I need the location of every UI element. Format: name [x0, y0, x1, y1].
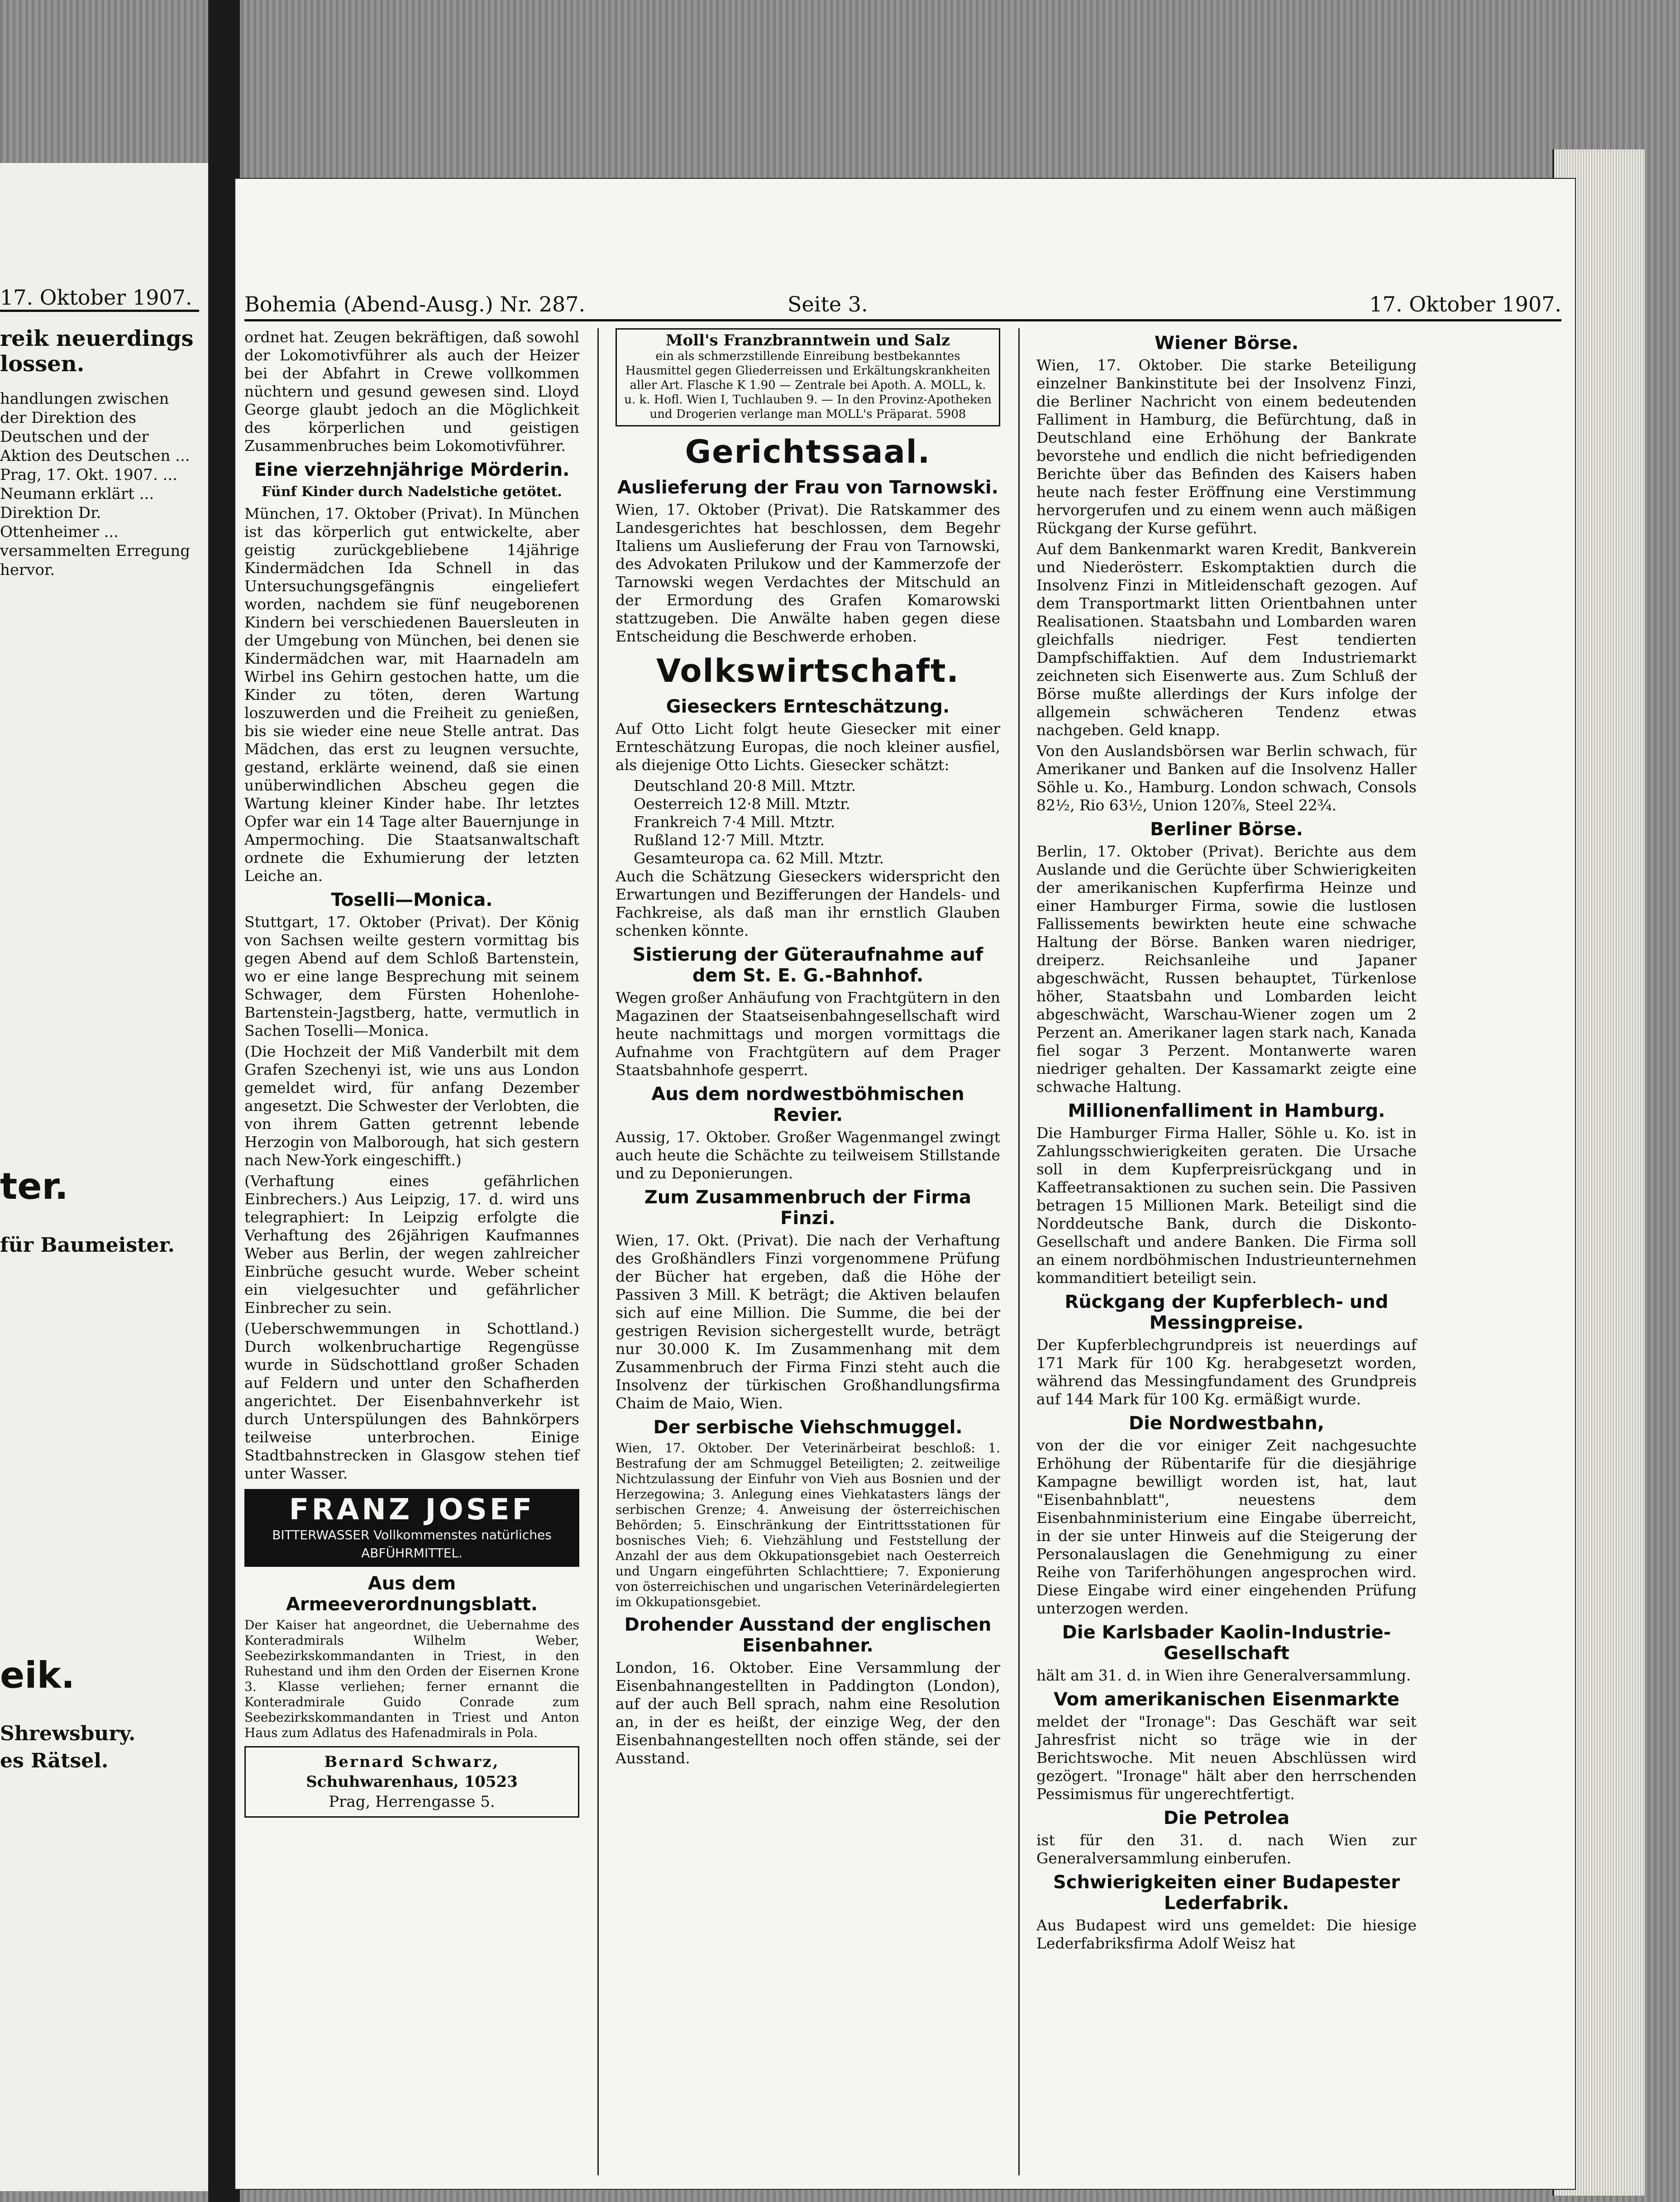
article-headline: Aus dem nordwestböhmischen Revier. [651, 1084, 964, 1125]
franz-josef-tagline: BITTERWASSER Vollkommenstes natürliches ABFÜHRMITTEL. [272, 1527, 552, 1561]
left-page-big-word-1: ter. [0, 1165, 68, 1207]
article-headline: Drohender Ausstand der englischen Eisenbahner. [624, 1614, 992, 1656]
article-headline: Schwierigkeiten einer Budapester Lederfabrik. [1053, 1872, 1400, 1914]
article-text: Stuttgart, 17. Oktober (Privat). Der König von Sachsen weilte gestern vormittag bis gegen Abend auf dem Schloß Bartenstein, wo er eine lange Besprechung mit seinem Schwager, dem Fürsten Hohenlohe-Bartenstein-Jagstberg, hatte, vermutlich in Sachen Toselli—Monica. [244, 913, 579, 1039]
article-text: Auch die Schätzung Gieseckers widerspricht den Erwartungen und Bezifferungen der Handels- und Fachkreise, als daß man ihr ernstlich Glauben schenken könnte. [616, 867, 1000, 939]
article-headline: Eine vierzehnjährige Mörderin. [254, 460, 570, 480]
article-headline: Auslieferung der Frau von Tarnowski. [617, 477, 998, 498]
article-headline: Rückgang der Kupferblech- und Messingpreise. [1064, 1292, 1389, 1333]
section-heading-economy: Volkswirtschaft. [656, 652, 960, 689]
article-text: München, 17. Oktober (Privat). In München ist das körperlich gut entwickelte, aber geistig zurückgebliebene 14jährige Kindermädchen Ida Schnell in das Untersuchungsgefängnis eingeliefert worden, nachdem sie fünf neugeborenen Kindern bei verschiedenen Bauersleuten in der Umgebung von München, bei denen sie Kindermädchen war, mit Haarnadeln am Wirbel ins Gehirn gestochen hatte, um die Kinder zu töten, deren Wartung loszuwerden und die Freiheit zu genießen, bis sie wieder eine neue Stelle antrat. Das Mädchen, das erst zu leugnen versuchte, gestand, erklärte weinend, daß sie einen unüberwindlichen Abscheu gegen die Wartung kleiner Kinder habe. Ihr letztes Opfer war ein 14 Tage alter Bauernjunge in Ampermoching. Die Staatsanwaltschaft ordnete die Exhumierung der letzten Leiche an. [244, 505, 579, 885]
crop-estimate-list [616, 777, 1000, 867]
left-page-big-word-2: eik. [0, 1654, 75, 1696]
section-heading-court: Gerichtssaal. [685, 433, 931, 470]
article-headline: Der serbische Viehschmuggel. [653, 1417, 963, 1438]
article-text: Wegen großer Anhäufung von Frachtgütern in den Magazinen der Staatseisenbahngesellschaft wird heute nachmittags und morgen vormittags die Aufnahme von Frachtgütern auf dem Prager Staatsbahnhofe gesperrt. [616, 989, 1000, 1079]
article-text: Aus Budapest wird uns gemeldet: Die hiesige Lederfabriksfirma Adolf Weisz hat [1036, 1916, 1417, 1952]
article-headline: Die Karlsbader Kaolin-Industrie-Gesellschaft [1062, 1622, 1391, 1664]
article-text: Aussig, 17. Oktober. Großer Wagenmangel zwingt auch heute die Schächte zu teilweisem Stillstande und zu Deponierungen. [616, 1128, 1000, 1182]
crop-estimate-line: Frankreich 7·4 Mill. Mtztr. [634, 813, 835, 831]
article-text: London, 16. Oktober. Eine Versammlung der Eisenbahnangestellten in Paddington (London), auf der auch Bell sprach, nahm eine Resolution an, in der es heißt, der einzige Weg, der den Eisenbahnangestellten noch offen stände, sei der Ausstand. [616, 1659, 1000, 1767]
header-page-number: Seite 3. [788, 292, 868, 316]
moll-advertisement [616, 328, 1000, 426]
article-headline: Gieseckers Ernteschätzung. [666, 696, 950, 717]
article-text: (Ueberschwemmungen in Schottland.) Durch wolkenbruchartige Regengüsse wurde in Südschottland großer Schaden auf Feldern und unter den Schafherden angerichtet. Der Eisenbahnverkehr ist durch Unterspülungen des Bahnkörpers teilweise unterbrochen. Einige Stadtbahnstrecken in Glasgow stehen tief unter Wasser. [244, 1320, 579, 1482]
schwarz-address: Prag, Herrengasse 5. [329, 1793, 495, 1811]
article-headline: Toselli—Monica. [331, 890, 493, 910]
header-publication: Bohemia (Abend-Ausg.) Nr. 287. [244, 292, 586, 316]
franz-josef-advertisement [244, 1489, 579, 1567]
article-headline: Zum Zusammenbruch der Firma Finzi. [644, 1187, 972, 1229]
crop-estimate-line: Gesamteuropa ca. 62 Mill. Mtztr. [634, 849, 884, 867]
schwarz-advertisement [244, 1746, 579, 1818]
franz-josef-brand: FRANZ JOSEF [289, 1493, 535, 1527]
column-1 [244, 328, 579, 1823]
left-page-sub-2: Shrewsbury. es Rätsel. [0, 1722, 136, 1772]
schwarz-name: Bernard Schwarz, [324, 1753, 500, 1771]
article-headline: Vom amerikanischen Eisenmarkte [1053, 1689, 1400, 1710]
page-header [244, 287, 1561, 321]
article-headline: Aus dem Armeeverordnungsblatt. [286, 1573, 538, 1615]
article-text: von der die vor einiger Zeit nachgesuchte Erhöhung der Rübentarife für die diesjährige Kampagne bewilligt worden ist, hat, laut "Eisenbahnblatt", neuestens dem Eisenbahnministerium eine Eingabe überreicht, in der sie unter Hinweis auf die Steigerung der Personalauslagen die Genehmigung zu einer Reihe von Tariferhöhungen angesprochen wird. Diese Eingabe wird einer eingehenden Prüfung unterzogen werden. [1036, 1436, 1417, 1617]
left-page-date: 17. Oktober 1907. [0, 285, 199, 312]
article-text: Auf Otto Licht folgt heute Giesecker mit einer Ernteschätzung Europas, die noch kleiner ausfiel, als diejenige Otto Lichts. Giesecker schätzt: [616, 720, 1000, 774]
crop-estimate-line: Oesterreich 12·8 Mill. Mtztr. [634, 795, 850, 813]
article-text: Auf dem Bankenmarkt waren Kredit, Bankverein und Niederösterr. Eskomptaktien durch die Insolvenz Finzi in Mitleidenschaft gezogen. Auf dem Transportmarkt litten Orientbahnen unter Realisationen. Staatsbahn und Lombarden waren gleichfalls niedriger. Fest tendierten Dampfschiffaktien. Auf dem Industriemarkt zeichneten sich Eisenwerte aus. Zum Schluß der Börse mußte allerdings der Kurs infolge der allgemein schwächeren Tendenz etwas nachgeben. Geld knapp. [1036, 540, 1417, 739]
left-page-text: handlungen zwischen der Direktion des Deutschen und der Aktion des Deutschen ... Prag, 17. Okt. 1907. ... Neumann erklärt ... Direktion Dr. Ottenheimer ... versammelten Erregung hervor. [0, 390, 191, 579]
left-page-fragment [0, 163, 213, 2191]
article-text: Wien, 17. Oktober. Der Veterinärbeirat beschloß: 1. Bestrafung der am Schmuggel Beteiligten; 2. zeitweilige Nichtzulassung der Einfuhr von Vieh aus Bosnien und der Herzegowina; 3. Anlegung eines Viehkatasters längs der serbischen Grenze; 4. Anweisung der österreichischen Behörden; 5. Einschränkung der Eintrittsstationen für bosnisches Vieh; 6. Viehzählung und Feststellung der Anzahl der aus dem Okkupationsgebiet nach Oesterreich und Ungarn eingeführten Schlachttiere; 7. Exponierung von österreichischen und ungarischen Veterinärdelegierten im Okkupationsgebiet. [616, 1441, 1000, 1609]
article-text: Die Hamburger Firma Haller, Söhle u. Ko. ist in Zahlungsschwierigkeiten geraten. Die Ursache soll in dem Kupferpreisrückgang und in Kaffeetransaktionen zu suchen sein. Die Passiven betragen 15 Millionen Mark. Beteiligt sind die Norddeutsche Bank, durch die Diskonto-Gesellschaft und andere Banken. Die Firma soll an einem nordböhmischen Industrieunternehmen kommanditiert beteiligt sein. [1036, 1124, 1417, 1287]
schwarz-business: Schuhwarenhaus, 10523 [306, 1773, 518, 1791]
column-3 [1036, 328, 1417, 1955]
section-heading-berlin-exchange: Berliner Börse. [1150, 819, 1303, 840]
crop-estimate-line: Deutschland 20·8 Mill. Mtztr. [634, 777, 856, 795]
article-text: Berlin, 17. Oktober (Privat). Berichte aus dem Auslande und die Gerüchte über Schwierigkeiten der amerikanischen Kupferfirma Heinze und einer Hamburger Firma, sowie die lustlosen Fallissements bewirkten heute eine schwache Haltung der Börse. Banken waren niedriger, dreiperz. Reichsanleihe und Japaner abgeschwächt, Russen behauptet, Türkenlose höher, Staatsbahn und Lombarden leicht abgeschwächt, Warschau-Wiener zogen um 2 Perzent an. Amerikaner lagen stark nach, Kanada fiel sogar 3 Perzent. Montanwerte waren niedriger gehalten. Der Kassamarkt zeigte eine schwache Haltung. [1036, 843, 1417, 1096]
article-text: Wien, 17. Oktober. Die starke Beteiligung einzelner Bankinstitute bei der Insolvenz Finzi, die Berliner Nachricht von einem bedeutenden Falliment in Hamburg, die Befürchtung, daß in Deutschland eine Erhöhung der Bankrate bevorstehe und endlich die nicht befriedigenden Berichte über das Befinden des Kaisers haben heute nach fester Eröffnung eine Verstimmung hervorgerufen und zu einem wenn auch mäßigen Rückgang der Kurse geführt. [1036, 356, 1417, 537]
article-text: Der Kupferblechgrundpreis ist neuerdings auf 171 Mark für 100 Kg. herabgesetzt worden, während das Messingfundament des Grundpreis auf 144 Mark für 100 Kg. ermäßigt wurde. [1036, 1336, 1417, 1408]
left-page-heading: reik neuerdings lossen. [0, 326, 194, 377]
article-text: (Verhaftung eines gefährlichen Einbrechers.) Aus Leipzig, 17. d. wird uns telegraphiert: In Leipzig erfolgte die Verhaftung des 26jährigen Kaufmannes Weber aus Berlin, der wegen zahlreicher Einbrüche gesucht wurde. Weber scheint ein vielgesuchter und gefährlicher Einbrecher zu sein. [244, 1172, 579, 1316]
crop-estimate-line: Rußland 12·7 Mill. Mtztr. [634, 831, 825, 849]
article-headline: Die Petrolea [1163, 1808, 1290, 1829]
article-text: Der Kaiser hat angeordnet, die Uebernahme des Konteradmirals Wilhelm Weber, Seebezirkskommandanten in Triest, in den Ruhestand und ihm den Orden der Eisernen Krone 3. Klasse verliehen; ferner ernannt die Konteradmirale Guido Conrade zum Seebezirkskommandanten in Triest und Anton Haus zum Adlatus des Hafenadmirals in Pola. [244, 1618, 579, 1740]
article-headline: Die Nordwestbahn, [1128, 1413, 1325, 1434]
header-date: 17. Oktober 1907. [1369, 292, 1561, 316]
article-text: ordnet hat. Zeugen bekräftigen, daß sowohl der Lokomotivführer als auch der Heizer bei der Abfahrt in Crewe vollkommen nüchtern und gesund gewesen sind. Lloyd George glaubt jedoch an die Möglichkeit des körperlichen und geistigen Zusammenbruches beim Lokomotivführer. [244, 328, 579, 455]
column-2 [616, 328, 1000, 1770]
article-text: ist für den 31. d. nach Wien zur Generalversammlung einberufen. [1036, 1831, 1417, 1867]
article-text: meldet der "Ironage": Das Geschäft war seit Jahresfrist nicht so träge wie in der Berichtswoche. Mit neuen Abschlüssen wird gezögert. "Ironage" hält aber den herrschenden Pessimismus für ungerechtfertigt. [1036, 1713, 1417, 1803]
column-rule-1 [597, 328, 599, 2175]
article-headline: Millionenfalliment in Hamburg. [1068, 1101, 1385, 1121]
article-text: Wien, 17. Oktober (Privat). Die Ratskammer des Landesgerichtes hat beschlossen, dem Begehr Italiens um Auslieferung der Frau von Tarnowski, des Advokaten Prilukow und der Kammerzofe der Tarnowski wegen Verdachtes der Mitschuld an der Ermordung des Grafen Komarowski stattzugeben. Die Anwälte haben gegen diese Entscheidung die Beschwerde erhoben. [616, 501, 1000, 645]
left-page-sub-1: für Baumeister. [0, 1234, 175, 1257]
article-text: Wien, 17. Okt. (Privat). Die nach der Verhaftung des Großhändlers Finzi vorgenommene Prüfung der Bücher hat ergeben, daß die Höhe der Passiven 3 Mill. K beträgt; die Aktiven belaufen sich auf eine Million. Die Summe, die bei der gestrigen Revision sichergestellt wurde, beträgt nur 30.000 K. Im Zusammenhang mit dem Zusammenbruch der Firma Finzi steht auch die Insolvenz der türkischen Großhandlungsfirma Chaim de Maio, Wien. [616, 1231, 1000, 1412]
moll-ad-title: Moll's Franzbranntwein und Salz [665, 331, 950, 349]
article-subheadline: Fünf Kinder durch Nadelstiche getötet. [262, 484, 562, 500]
section-heading-vienna-exchange: Wiener Börse. [1154, 333, 1299, 354]
article-text: hält am 31. d. in Wien ihre Generalversammlung. [1036, 1666, 1411, 1684]
article-text: (Die Hochzeit der Miß Vanderbilt mit dem Grafen Szechenyi ist, wie uns aus London gemeldet wird, für anfang Dezember angesetzt. Die Schwester der Verlobten, die von ihrem Gatten getrennt lebende Herzogin von Malborough, hat sich gestern nach New-York eingeschifft.) [244, 1043, 579, 1169]
column-rule-2 [1018, 328, 1020, 2175]
moll-ad-text: ein als schmerzstillende Einreibung bestbekanntes Hausmittel gegen Gliederreissen und Erkältungskrankheiten aller Art. Flasche K 1.90 — Zentrale bei Apoth. A. MOLL, k. u. k. Hofl. Wien I, Tuchlauben 9. — In den Provinz-Apotheken und Drogerien verlange man MOLL's Präparat. 5908 [624, 349, 992, 421]
newspaper-page [235, 179, 1575, 2189]
article-headline: Sistierung der Güteraufnahme auf dem St. E. G.-Bahnhof. [632, 944, 983, 986]
article-text: Von den Auslandsbörsen war Berlin schwach, für Amerikaner und Banken auf die Insolvenz Haller Söhle u. Ko., Hamburg. London schwach, Consols 82½, Rio 63½, Union 120⅞, Steel 22¾. [1036, 742, 1417, 814]
